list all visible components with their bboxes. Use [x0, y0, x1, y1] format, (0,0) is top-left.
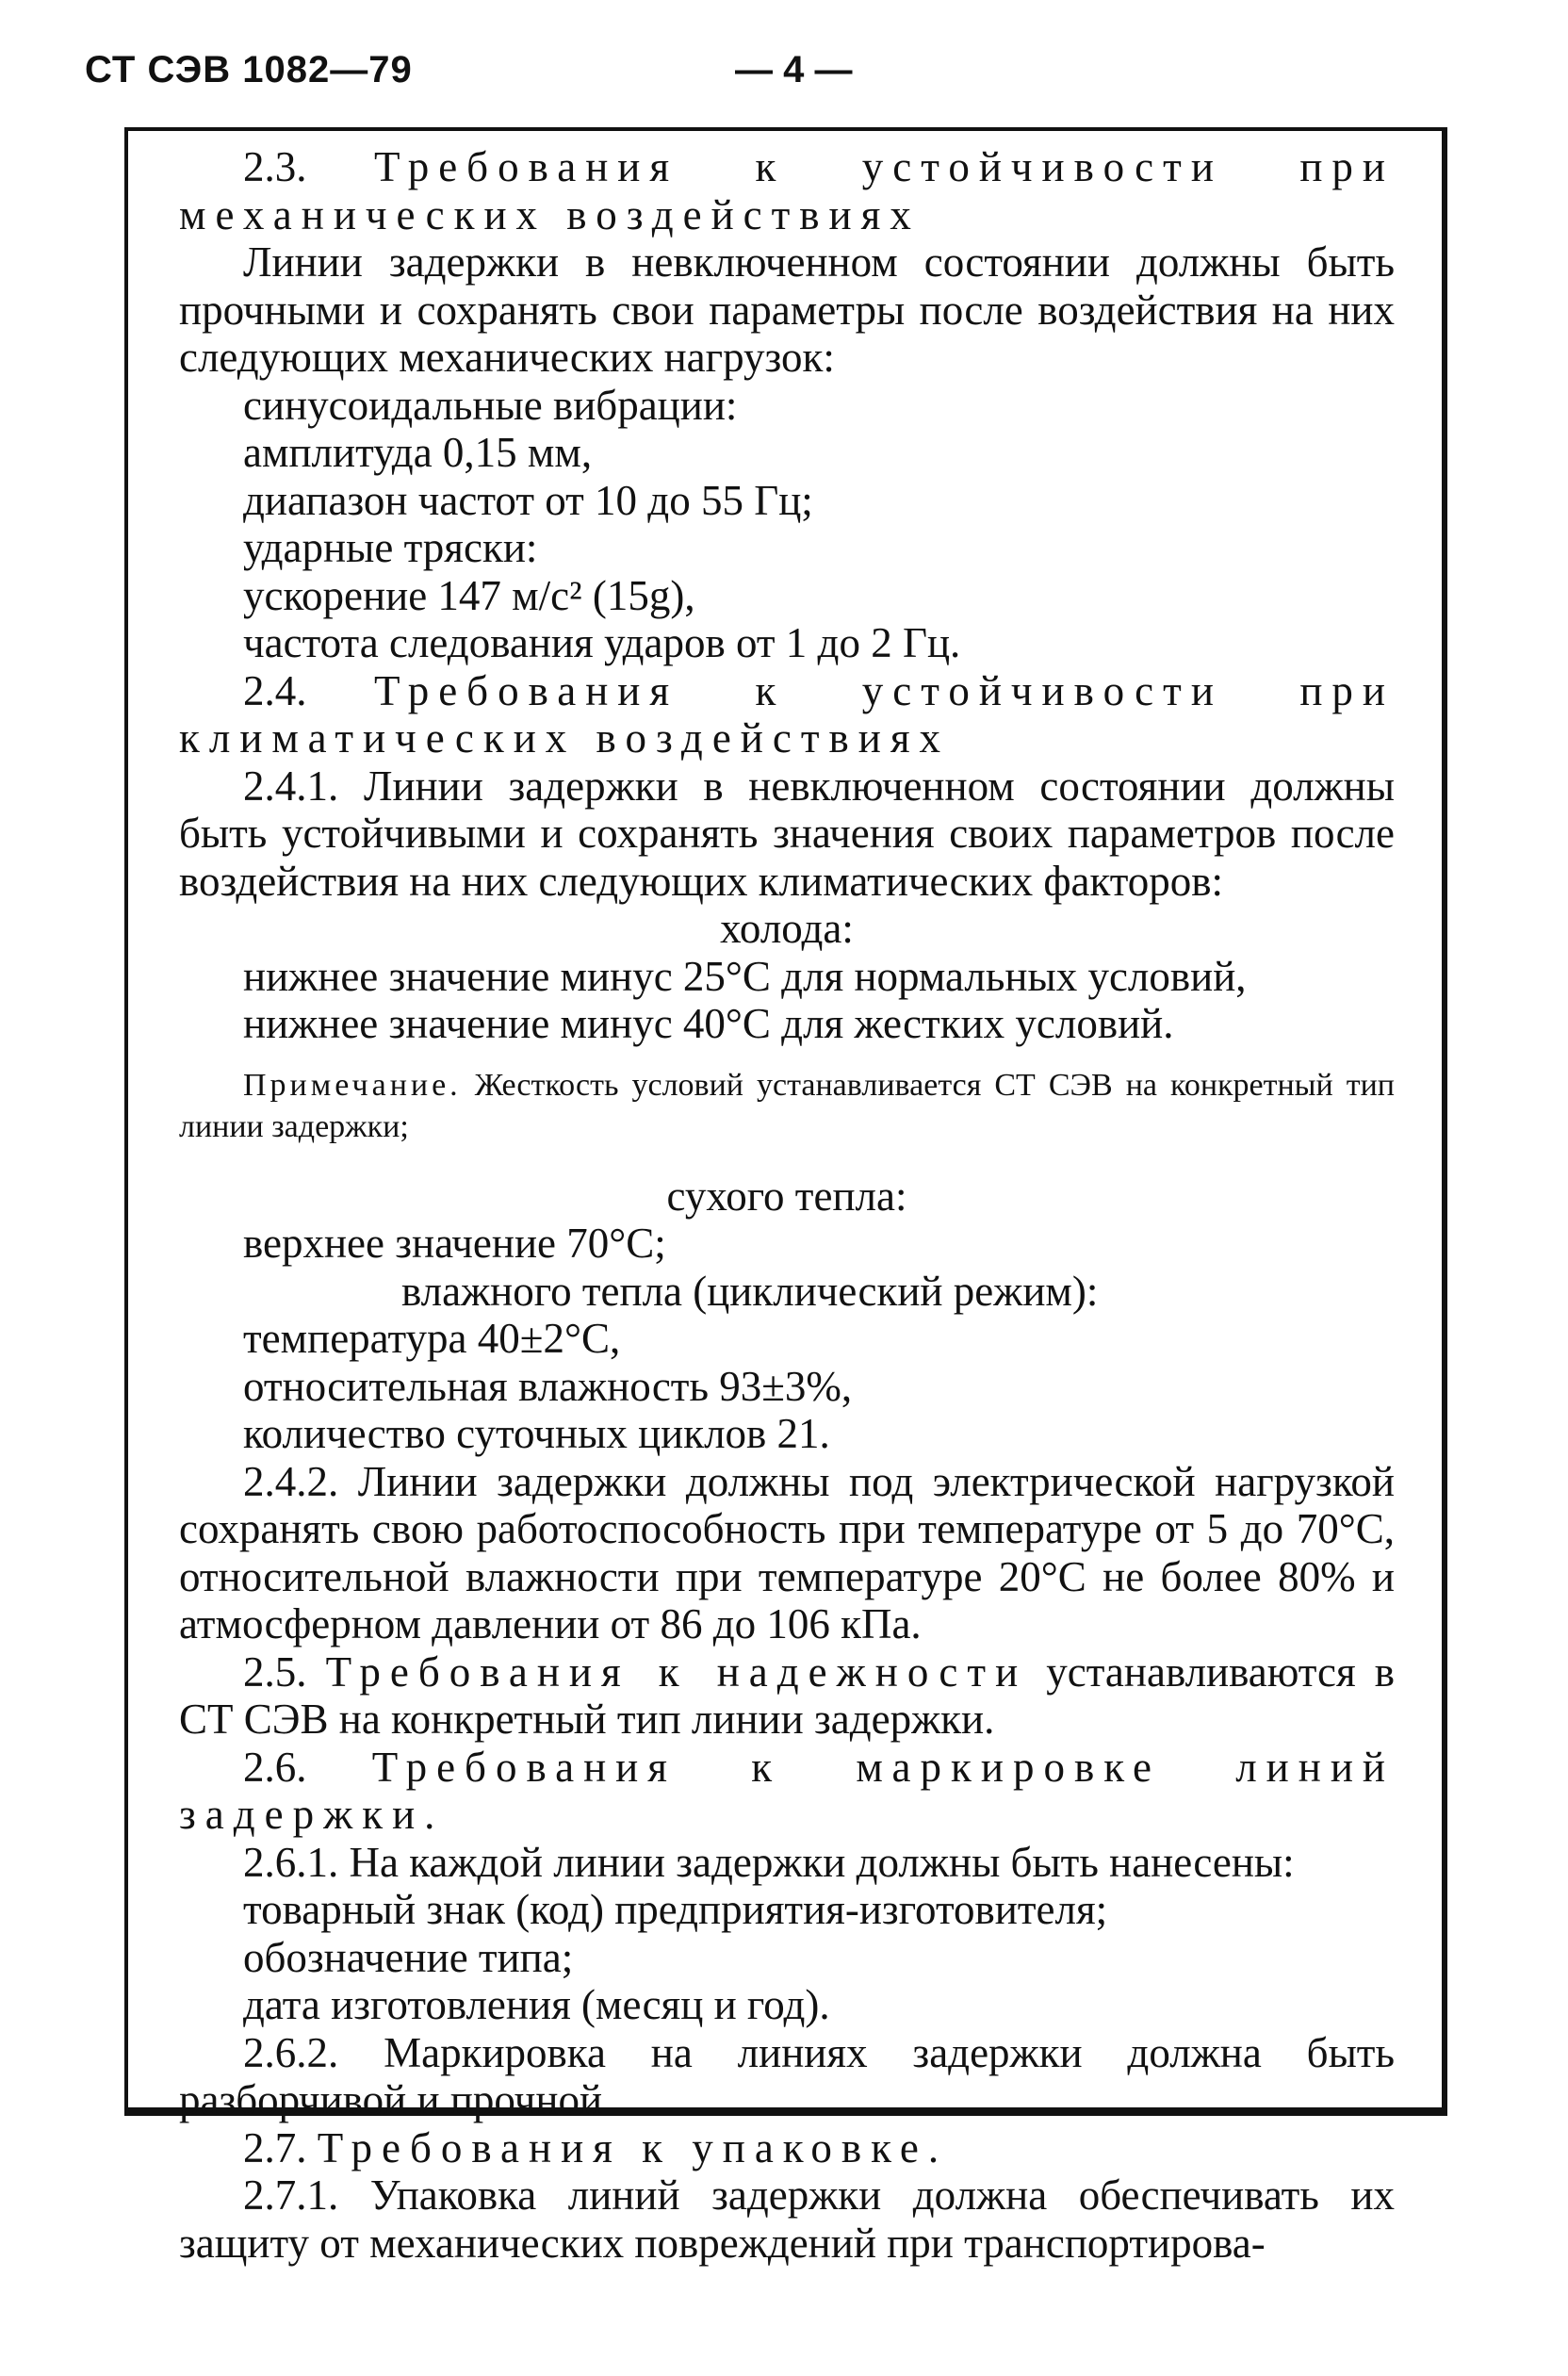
list-item: нижнее значение минус 40°С для жестких условий. — [243, 1000, 1174, 1047]
standard-code: СТ СЭВ 1082—79 — [85, 49, 413, 90]
page-number: — 4 — — [735, 49, 853, 90]
heading-spaced: Требования к устойчивости при климатических воздействиях — [179, 666, 1395, 762]
list-item: дата изготовления (месяц и год). — [243, 1981, 830, 2028]
dry-heat-title: сухого тепла: — [666, 1172, 907, 1220]
note — [179, 1065, 1395, 1148]
section-2-3-heading: 2.3. Требования к устойчивости при механических воздействиях — [179, 143, 1395, 238]
list-item: относительная влажность 93±3%, — [243, 1362, 853, 1410]
section-2-4-heading: 2.4. Требования к устойчивости при климатических воздействиях — [179, 666, 1395, 762]
note-text: Жесткость условий устанавливается СТ СЭВ на конкретный тип линии задержки; — [179, 1067, 1395, 1144]
paragraph-2-4-1: 2.4.1. Линии задержки в невключенном состоянии должны быть устойчивыми и сохранять значения своих параметров после воздействия на них следующих климатических факторов: — [179, 762, 1395, 905]
heading-spaced: Требования к маркировке линий задержки. — [179, 1743, 1395, 1838]
paragraph-2-4-2: 2.4.2. Линии задержки должны под электрической нагрузкой сохранять свою работоспособность при температуре от 5 до 70°С, относительной влажности при температуре 20°С не более 80% и атмосферном давлении от 86 до 106 кПа. — [179, 1457, 1395, 1647]
cold-title: холода: — [720, 905, 854, 952]
list-item: диапазон частот от 10 до 55 Гц; — [243, 476, 813, 524]
heading-spaced: Требования к устойчивости при механических воздействиях — [179, 143, 1395, 238]
list-item: частота следования ударов от 1 до 2 Гц. — [243, 619, 961, 666]
section-2-3-intro: Линии задержки в невключенном состоянии должны быть прочными и сохранять свои параметры после воздействия на них следующих механических нагрузок: — [179, 238, 1395, 381]
list-item: амплитуда 0,15 мм, — [243, 429, 593, 476]
list-item: ударные тряски: — [243, 524, 538, 571]
section-2-6-heading: 2.6. Требования к маркировке линий задержки. — [179, 1743, 1395, 1838]
humid-heat-title: влажного тепла (циклический режим): — [401, 1267, 1099, 1315]
section-2-5: 2.5. Требования к надежности устанавливаются в СТ СЭВ на конкретный тип линии задержки. — [179, 1647, 1396, 1743]
list-item: синусоидальные вибрации: — [243, 381, 738, 429]
paragraph-2-6-2: 2.6.2. Маркировка на линиях задержки должна быть разборчивой и прочной — [179, 2028, 1395, 2123]
document-body — [179, 143, 1395, 2267]
list-item: нижнее значение минус 25°С для нормальных условий, — [243, 952, 1247, 1000]
paragraph-2-7-1: 2.7.1. Упаковка линий задержки должна обеспечивать их защиту от механических повреждений при транспортирова- — [179, 2171, 1395, 2267]
section-2-7-heading: 2.7. Требования к упаковке. — [243, 2123, 949, 2171]
list-item: товарный знак (код) предприятия-изготовителя; — [243, 1886, 1108, 1933]
list-item: количество суточных циклов 21. — [243, 1410, 830, 1457]
heading-spaced: Требования к надежности — [325, 1647, 1028, 1696]
heading-spaced: Требования к упаковке. — [317, 2123, 949, 2171]
list-item: верхнее значение 70°С; — [243, 1220, 666, 1267]
paragraph-2-6-1: 2.6.1. На каждой линии задержки должны быть нанесены: — [243, 1838, 1295, 1886]
page-header — [85, 49, 1423, 106]
list-item: ускорение 147 м/с² (15g), — [243, 571, 695, 619]
list-item: обозначение типа; — [243, 1933, 574, 1981]
note-label: Примечание. — [243, 1067, 462, 1103]
list-item: температура 40±2°С, — [243, 1315, 621, 1362]
